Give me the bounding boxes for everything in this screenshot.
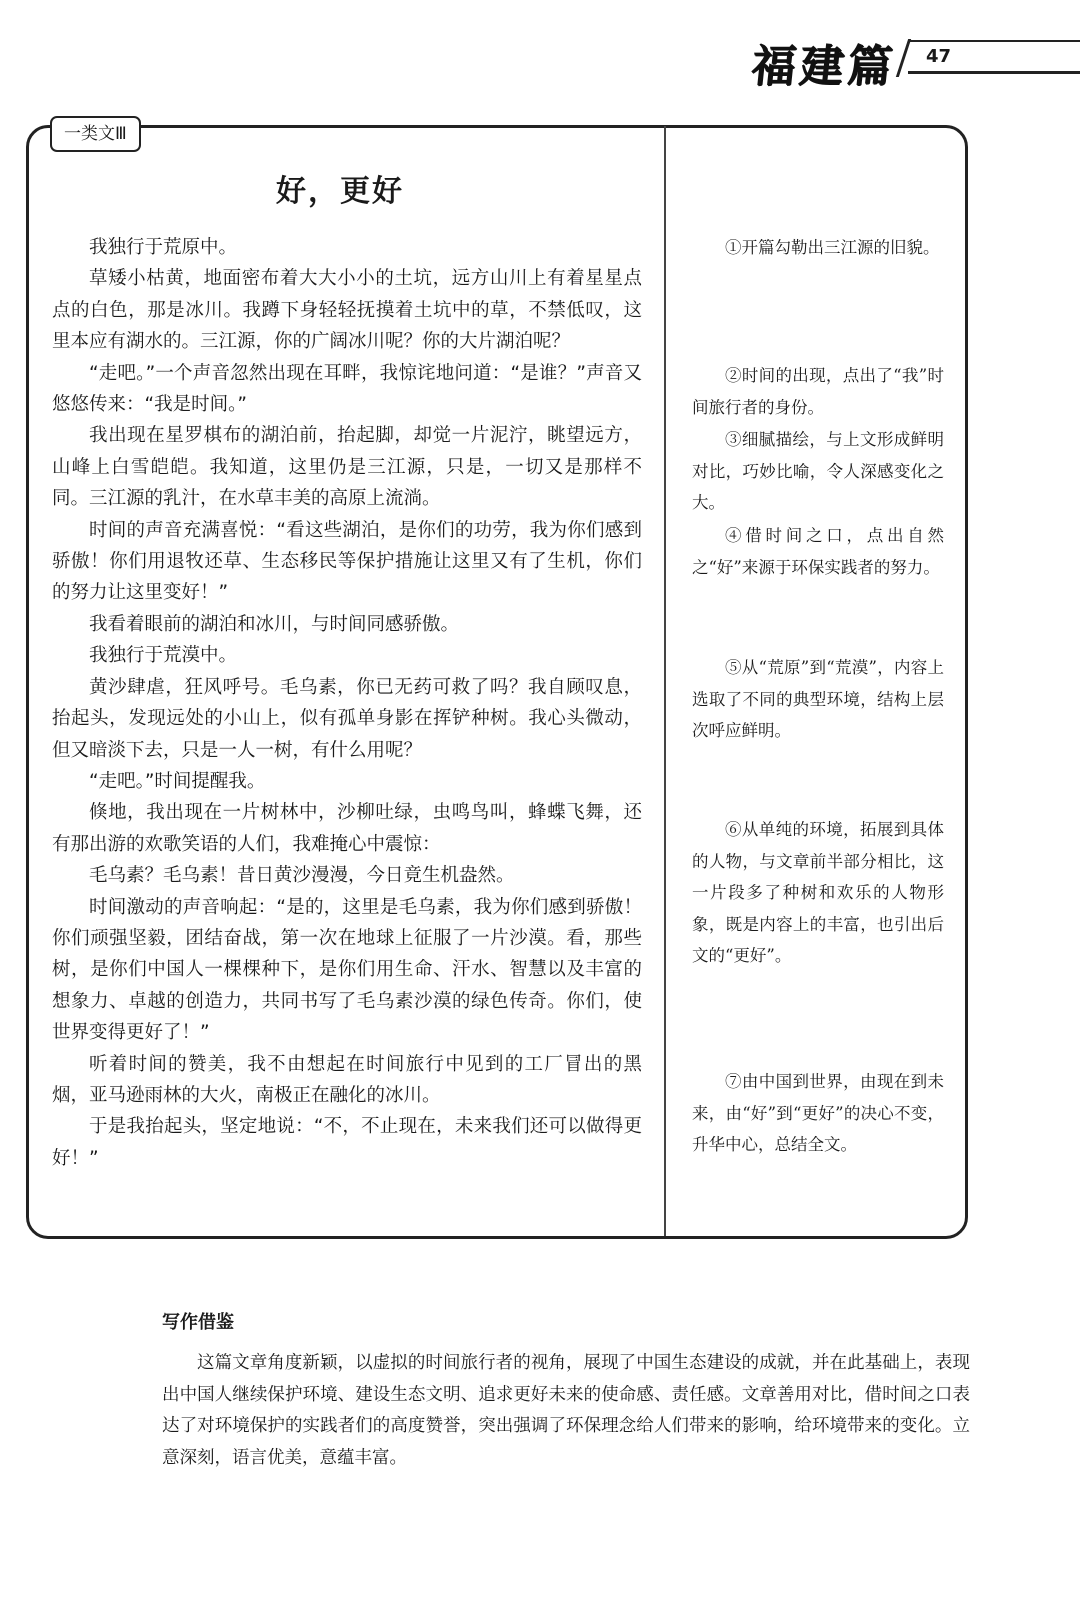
essay-title: 好，更好 [276, 174, 404, 209]
essay-paragraph: 时间的声音充满喜悦：“看这些湖泊，是你们的功劳，我为你们感到骄傲！你们用退牧还草、生态移民等保护措施让这里又有了生机，你们的努力让这里变好！” [52, 519, 642, 604]
essay-paragraph: 我看着眼前的湖泊和冰川，与时间同感骄傲。 [89, 613, 460, 635]
annotation-3: ③细腻描绘，与上文形成鲜明对比，巧妙比喻，令人深感变化之大。 [692, 430, 944, 512]
essay-paragraph: 草矮小枯黄，地面密布着大大小小的土坑，远方山川上有着星星点点的白色，那是冰川。我蹲下身轻轻抚摸着土坑中的草，不禁低叹，这里本应有湖水的。三江源，你的广阔冰川呢？你的大片湖泊呢？ [52, 268, 642, 353]
essay-paragraph: 我独行于荒原中。 [89, 237, 238, 258]
annotation-2: ②时间的出现，点出了“我”时间旅行者的身份。 [692, 366, 944, 417]
essay-body [52, 232, 642, 1174]
essay-paragraph: “走吧。”一个声音忽然出现在耳畔，我惊诧地问道：“是谁？”声音又悠悠传来：“我是时间。” [52, 362, 642, 416]
annotation-5: ⑤从“荒原”到“荒漠”，内容上选取了不同的典型环境，结构上层次呼应鲜明。 [692, 658, 944, 740]
annotation-1: ①开篇勾勒出三江源的旧貌。 [725, 238, 940, 257]
essay-paragraph: 毛乌素？毛乌素！昔日黄沙漫漫，今日竟生机盎然。 [89, 865, 515, 887]
essay-paragraph: 黄沙肆虐，狂风呼号。毛乌素，你已无药可救了吗？我自顾叹息，抬起头，发现远处的小山上，似有孤单身影在挥铲种树。我心头微动，但又暗淡下去，只是一人一树，有什么用呢？ [52, 676, 642, 761]
essay-paragraph: 听着时间的赞美，我不由想起在时间旅行中见到的工厂冒出的黑烟，亚马逊雨林的大火，南极正在融化的冰川。 [52, 1053, 642, 1106]
annotation-4: ④借时间之口，点出自然之“好”来源于环保实践者的努力。 [692, 526, 944, 577]
essay-paragraph: 于是我抬起头，坚定地说：“不，不止现在，未来我们还可以做得更好！” [52, 1116, 642, 1169]
writing-reference-body: 这篇文章角度新颖，以虚拟的时间旅行者的视角，展现了中国生态建设的成就，并在此基础上，表现出中国人继续保护环境、建设生态文明、追求更好未来的使命感、责任感。文章善用对比，借时间之口表达了对环境保护的实践者们的高度赞誉，突出强调了环保理念给人们带来的影响，给环境带来的变化。立意深刻，语言优美，意蕴丰富。 [162, 1353, 970, 1468]
annotation-7: ⑦由中国到世界，由现在到未来，由“好”到“更好”的决心不变，升华中心，总结全文。 [692, 1072, 944, 1154]
page-number-box [908, 40, 1080, 74]
writing-reference-heading: 写作借鉴 [162, 1312, 234, 1333]
essay-paragraph: 我独行于荒漠中。 [89, 645, 238, 667]
page-number: 47 [926, 46, 952, 67]
essay-paragraph: 我出现在星罗棋布的湖泊前，抬起脚，却觉一片泥泞，眺望远方，山峰上白雪皑皑。我知道，这里仍是三江源，只是，一切又是那样不同。三江源的乳汁，在水草丰美的高原上流淌。 [52, 425, 642, 510]
annotation-6: ⑥从单纯的环境，拓展到具体的人物，与文章前半部分相比，这一片段多了种树和欢乐的人物形象，既是内容上的丰富，也引出后文的“更好”。 [692, 820, 944, 965]
essay-paragraph: 倏地，我出现在一片树林中，沙柳吐绿，虫鸣鸟叫，蜂蝶飞舞，还有那出游的欢歌笑语的人们，我难掩心中震惊： [52, 802, 642, 855]
column-divider [664, 126, 666, 1236]
section-title: 福建篇 [748, 41, 899, 92]
essay-paragraph: “走吧。”时间提醒我。 [89, 770, 266, 792]
category-tag: 一类文Ⅲ [50, 116, 141, 152]
essay-paragraph: 时间激动的声音响起：“是的，这里是毛乌素，我为你们感到骄傲！你们顽强坚毅，团结奋战，第一次在地球上征服了一片沙漠。看，那些树，是你们中国人一棵棵种下，是你们用生命、汗水、智慧以及丰富的想象力、卓越的创造力，共同书写了毛乌素沙漠的绿色传奇。你们，使世界变得更好了！” [52, 896, 642, 1044]
